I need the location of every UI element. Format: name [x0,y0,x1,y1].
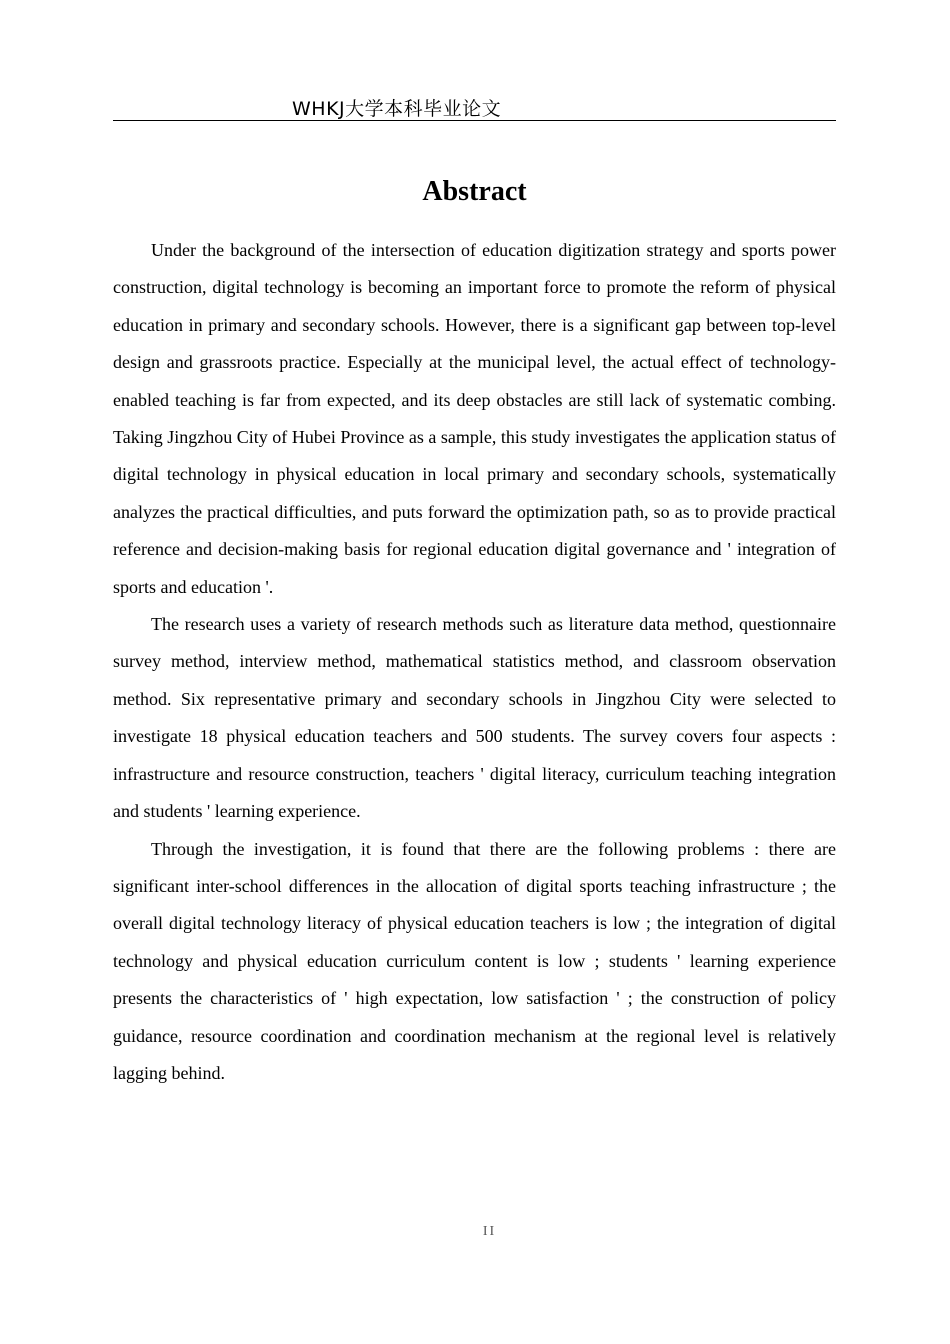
page-number: II [482,1224,497,1239]
abstract-paragraph: Through the investigation, it is found that there are the following problems : there are significant inter-school differences in the allocation of digital sports teaching infrastructure ; the overall digital technology literacy of physical education teachers is low ; the integration of digital technology and physical education curriculum content is low ; students ' learning experience presents the characteristics of ' high expectation, low satisfaction ' ; the construction of policy guidance, resource coordination and coordination mechanism at the regional level is relatively lagging behind. [113,838,836,1083]
abstract-title: Abstract [422,176,527,207]
abstract-paragraph: The research uses a variety of research methods such as literature data method, questionnaire survey method, interview method, mathematical statistics method, and classroom observation method. Six representative primary and secondary schools in Jingzhou City were selected to investigate 18 physical education teachers and 500 students. The survey covers four aspects : infrastructure and resource construction, teachers ' digital literacy, curriculum teaching integration and students ' learning experience. [113,614,836,822]
page-header [113,94,836,121]
header-title: WHKJ大学本科毕业论文 [292,98,502,120]
abstract-body [113,232,836,1092]
abstract-paragraph: Under the background of the intersection of education digitization strategy and sports power construction, digital technology is becoming an important force to promote the reform of physical education in primary and secondary schools. However, there is a significant gap between top-level design and grassroots practice. Especially at the municipal level, the actual effect of technology-enabled teaching is far from expected, and its deep obstacles are still lack of systematic combing. Taking Jingzhou City of Hubei Province as a sample, this study investigates the application status of digital technology in physical education in local primary and secondary schools, systematically analyzes the practical difficulties, and puts forward the optimization path, so as to provide practical reference and decision-making basis for regional education digital governance and ' integration of sports and education '. [113,240,836,597]
